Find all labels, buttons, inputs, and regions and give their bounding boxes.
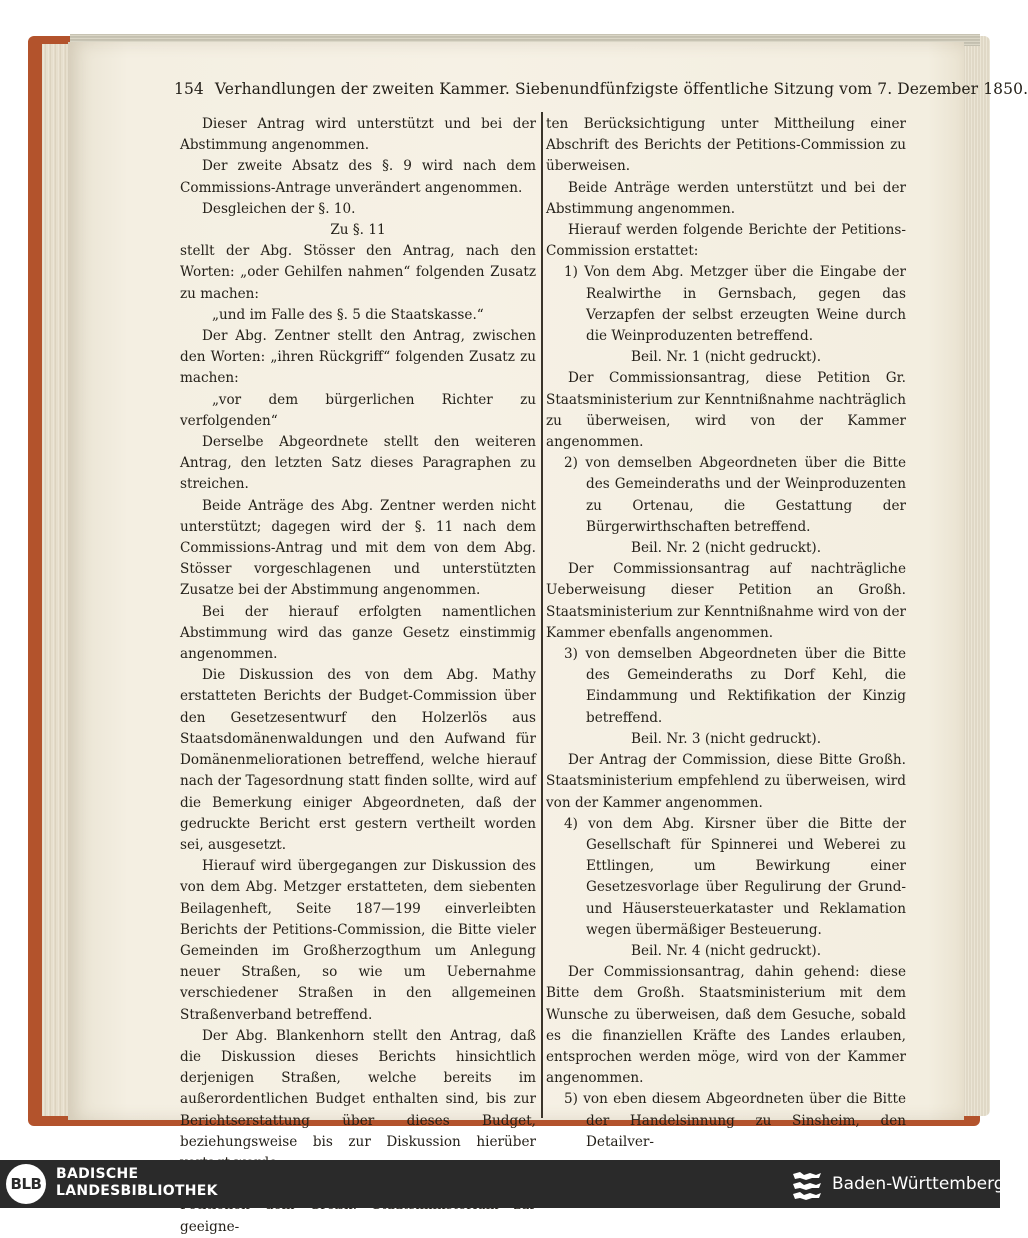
attachment-note: Beil. Nr. 4 (nicht gedruckt). — [630, 942, 822, 959]
right-column — [546, 114, 906, 1153]
paragraph: Dieser Antrag wird unterstützt und bei der Abstimmung angenommen. — [180, 116, 536, 154]
attachment-note: Beil. Nr. 3 (nicht gedruckt). — [630, 730, 822, 747]
paragraph: Der Commissionsantrag, dahin gehend: diese Bitte dem Großh. Staatsministerium mit dem Wunsche zu überweisen, daß dem Gesuche, sobald es die finanziellen Kräfte des Landes erlauben, entsprochen werden möge, wird von der Kammer angenommen. — [546, 964, 906, 1087]
paragraph: stellt der Abg. Stösser den Antrag, nach den Worten: „oder Gehilfen nahmen“ folgenden Zusatz zu machen: — [180, 243, 536, 302]
numbered-report: 5) von eben diesem Abgeordneten über die Bitte der Handelsinnung zu Sinsheim, den Detailver- — [564, 1091, 906, 1150]
library-name[interactable] — [56, 1166, 218, 1200]
paragraph: Der Antrag der Commission, diese Bitte Großh. Staatsministerium empfehlend zu überweisen, wird von der Kammer angenommen. — [546, 752, 906, 811]
numbered-report: 3) von demselben Abgeordneten über die Bitte des Gemeinderaths zu Dorf Kehl, die Eindammung und Rektifikation der Kinzig betreffend. — [564, 646, 906, 726]
paragraph: Der Commissionsantrag, diese Petition Gr. Staatsministerium zur Kenntnißnahme nachträglich zu überweisen, wird von der Kammer angenommen. — [546, 370, 906, 451]
numbered-report: 1) Von dem Abg. Metzger über die Eingabe der Realwirthe in Gernsbach, gegen das Verzapfen der selbst erzeugten Weine durch die Weinproduzenten betreffend. — [564, 264, 906, 345]
attachment-note: Beil. Nr. 2 (nicht gedruckt). — [630, 540, 822, 557]
paragraph: Der Abg. Blankenhorn stellt den Antrag, daß die Diskussion dieses Berichts hinsichtlich derjenigen Straßen, welche bereits im außerordentlichen Budget enthalten sind, bis zur Berichtserstattung über dieses Budget, beziehungsweise bis zur Diskussion hierüber — [180, 1027, 536, 1150]
blb-logo[interactable]: BLB — [6, 1164, 46, 1204]
paragraph: ten Berücksichtigung unter Mittheilung einer Abschrift des Berichts der Petitions-Commission zu überweisen. — [546, 116, 906, 175]
paragraph: Bei der hierauf erfolgten namentlichen Abstimmung wird das ganze Gesetz einstimmig angenommen. — [180, 603, 536, 663]
paragraph: Beide Anträge werden unterstützt und bei der Abstimmung angenommen. — [546, 179, 906, 217]
running-title: Verhandlungen der zweiten Kammer. Siebenundfünfzigste öffentliche Sitzung vom 7. Dezember 1850. — [214, 80, 1028, 98]
paragraph: Beide Anträge des Abg. Zentner werden nicht unterstützt; dagegen wird der §. 11 nach dem Commissions-Antrag und mit dem von dem Abg. Stösser vorgeschlagenen und unterstützten Zusatze bei der Abstimmung angenommen. — [180, 497, 536, 599]
running-head — [174, 80, 1028, 106]
numbered-report: 4) von dem Abg. Kirsner über die Bitte der Gesellschaft für Spinnerei und Weberei zu Ettlingen, um Bewirkung einer Gesetzesvorlage über Regulirung der Grund- und Häusersteuerkataster und Reklamation wegen übermäßiger Besteuerung. — [564, 815, 906, 938]
attachment-note: Beil. Nr. 1 (nicht gedruckt). — [630, 349, 822, 366]
paragraph: Hierauf werden folgende Berichte der Petitions-Commission erstattet: — [546, 222, 906, 260]
paragraph: geeigne- — [180, 1218, 240, 1235]
column-divider — [541, 112, 543, 1118]
paragraph: Desgleichen der §. 10. — [202, 200, 356, 217]
baden-wuerttemberg-lion-icon[interactable] — [790, 1168, 824, 1202]
section-heading: Zu §. 11 — [330, 222, 386, 239]
library-name-line2: LANDESBIBLIOTHEK — [56, 1183, 218, 1199]
paragraph: Der Abg. Zentner stellt den Antrag, zwischen den Worten: „ihren Rückgriff“ folgenden Zusatz zu machen: — [180, 328, 536, 387]
paragraph: Der zweite Absatz des §. 9 wird nach dem Commissions-Antrage unverändert angenommen. — [180, 158, 536, 196]
numbered-report: 2) von demselben Abgeordneten über die Bitte des Gemeinderaths und der Weinproduzenten zu Ortenau, die Gestattung der Bürgerwirthschaften betreffend. — [564, 455, 906, 535]
paragraph: Derselbe Abgeordnete stellt den weiteren Antrag, den letzten Satz dieses Paragraphen zu streichen. — [180, 434, 536, 493]
paragraph: Die Diskussion des von dem Abg. Mathy erstatteten Berichts der Budget-Commission über den Gesetzesentwurf den Holzerlös aus Staatsdomänenwaldungen und den Aufwand für Domänenmeliorationen betreffend, welche hierauf nach der Tagesordnung statt finden sollte, wird auf die Bemerkung einiger Abgeordneten, daß der gedruckte Bericht erst gestern vertheilt worden sei, ausgesetzt. — [180, 667, 536, 853]
page-number: 154 — [174, 80, 204, 98]
paragraph: Der Commissionsantrag auf nachträgliche Ueberweisung dieser Petition an Großh. Staatsministerium zur Kenntnißnahme wird von der Kammer ebenfalls angenommen. — [546, 561, 906, 641]
library-name-line1: BADISCHE — [56, 1166, 139, 1182]
state-name[interactable]: Baden-Württemberg — [832, 1174, 1005, 1194]
paragraph: Hierauf wird übergegangen zur Diskussion des von dem Abg. Metzger erstatteten, dem siebenten Beilagenheft, Seite 187—199 einverleibten Berichts der Petitions-Commission, die Bitte vieler Gemeinden im Großherzogthum um Anlegung neuer Straßen, so wie um Uebernahme verschiedener Straßen in den allgemeinen Straßenverband betreffend. — [180, 858, 536, 1023]
quoted-addition: „und im Falle des §. 5 die Staatskasse.“ — [212, 306, 484, 323]
quoted-addition: „vor dem bürgerlichen Richter zu verfolgenden“ — [180, 391, 536, 429]
footer-bar — [0, 1160, 1005, 1208]
left-column — [180, 114, 536, 1238]
